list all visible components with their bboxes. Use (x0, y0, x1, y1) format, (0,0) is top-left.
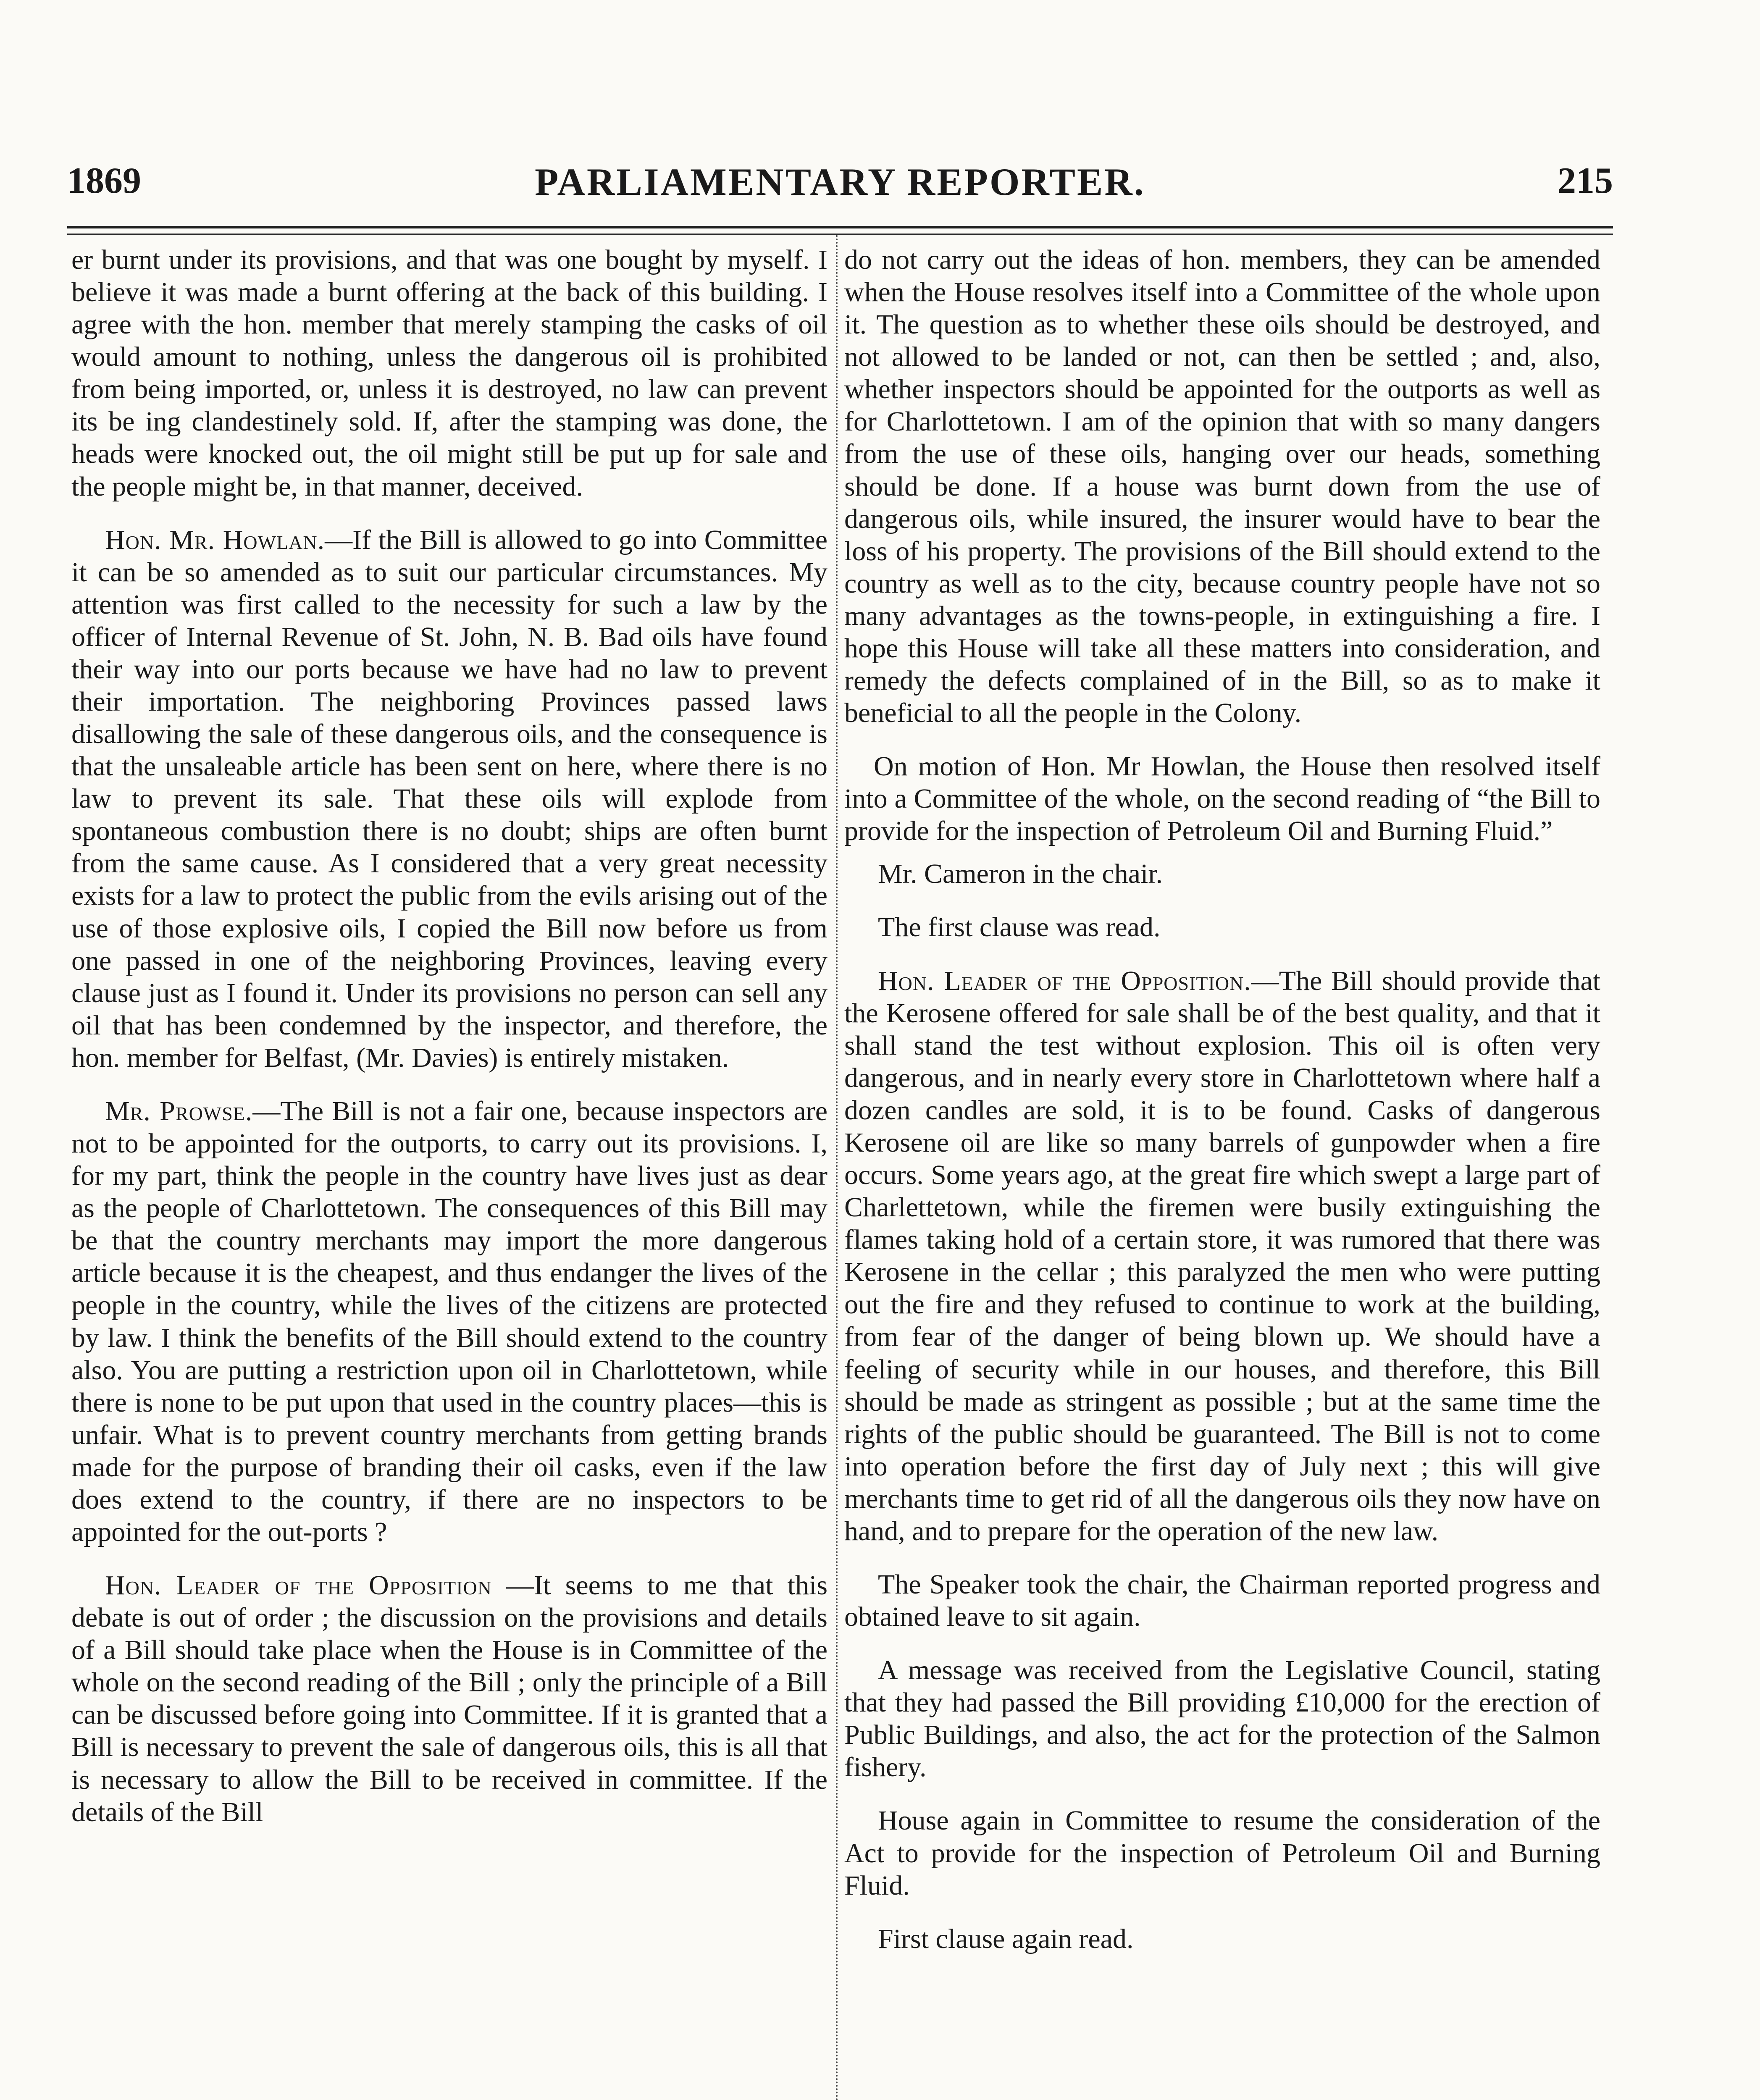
paragraph (844, 858, 1600, 890)
speech-paragraph (71, 524, 827, 1074)
paragraph-text: A message was received from the Legislative Council, stating that they had passed the Bill providing £10,000 for the erection of Public Buildings, and also, the act for the protection of the Salmon fishery. (844, 1655, 1600, 1783)
left-column (71, 244, 827, 1849)
speaker-name: Mr. Prowse. (105, 1095, 253, 1126)
speaker-name: Hon. Leader of the Opposition. (878, 965, 1251, 996)
header-page-number: 215 (1558, 160, 1613, 201)
paragraph (71, 244, 827, 503)
paragraph (844, 750, 1600, 847)
paragraph-text: On motion of Hon. Mr Howlan, the House then resolved itself into a Committee of the whole, on the second reading of “the Bill to provide for the inspection of Petroleum Oil and Burning Fluid.” (844, 751, 1600, 847)
column-divider (836, 235, 838, 2100)
paragraph-text: First clause again read. (878, 1923, 1134, 1954)
speech-paragraph (71, 1569, 827, 1828)
speaker-name: Hon. Leader of the Opposition (105, 1570, 492, 1601)
header-year: 1869 (67, 160, 141, 201)
paragraph (844, 1923, 1600, 1955)
speech-paragraph (844, 965, 1600, 1547)
page-header (67, 160, 1613, 223)
paragraph-text: er burnt under its provisions, and that was one bought by myself. I believe it was made a burnt offering at the back of this building. I agree with the hon. member that merely stamping the casks of oil would amount to nothing, unless the dangerous oil is prohibited from being imported, or, unless it is destroyed, no law can prevent its be ing clandestinely sold. If, after the stamping was done, the heads were knocked out, the oil might still be put up for sale and the people might be, in that manner, deceived. (71, 244, 827, 502)
paragraph (844, 244, 1600, 729)
paragraph (844, 1568, 1600, 1633)
header-rule-thick (67, 226, 1613, 228)
speaker-name: Hon. Mr. Howlan. (105, 524, 325, 555)
speech-text: —The Bill should provide that the Kerosene offered for sale shall be of the best quality, and that it shall stand the test without explosion. This oil is often very dangerous, and in nearly every store in Charlottetown where half a dozen candles are sold, it is to be found. Casks of dangerous Kerosene oil are like so many barrels of gunpowder when a fire occurs. Some years ago, at the great fire which swept a large part of Charlettetown, while the firemen were busily extinguishing the flames taking hold of a certain store, it was rumored that there was Kerosene in the cellar ; this paralyzed the men who were putting out the fire and they refused to continue to work at the building, from fear of the danger of being blown up. We should have a feeling of security while in our houses, and therefore, this Bill should be made as stringent as possible ; but at the same time the rights of the public should be guaranteed. The Bill is not to come into operation before the first day of July next ; this will give merchants time to get rid of all the dangerous oils they now have on hand, and to prepare for the operation of the new law. (844, 965, 1600, 1546)
speech-text: —It seems to me that this debate is out of order ; the discussion on the provisions and details of a Bill should take place when the House is in Committee of the whole on the second reading of the Bill ; only the principle of a Bill can be discussed before going into Committee. If it is granted that a Bill is necessary to prevent the sale of dangerous oils, this is all that is necessary to allow the Bill to be received in committee. If the details of the Bill (71, 1570, 828, 1827)
right-column (844, 244, 1600, 1976)
paragraph-text: House again in Committee to resume the consideration of the Act to provide for the inspection of Petroleum Oil and Burning Fluid. (844, 1805, 1600, 1901)
paragraph (844, 911, 1600, 943)
speech-paragraph (71, 1095, 827, 1548)
paragraph (844, 1804, 1600, 1901)
header-title: PARLIAMENTARY REPORTER. (535, 160, 1145, 203)
paragraph-text: do not carry out the ideas of hon. members, they can be amended when the House resolves itself into a Committee of the whole upon it. The question as to whether these oils should be destroyed, and not allowed to be landed or not, can then be settled ; and, also, whether inspectors should be appointed for the outports as well as for Charlottetown. I am of the opinion that with so many dangers from the use of these oils, hanging over our heads, something should be done. If a house was burnt down from the use of dangerous oils, while insured, the insurer would have to bear the loss of his property. The provisions of the Bill should extend to the country as well as to the city, because country people have not so many advantages as the towns-people, in extinguishing a fire. I hope this House will take all these matters into consideration, and remedy the defects complained of in the Bill, so as to make it beneficial to all the people in the Colony. (844, 244, 1600, 729)
paragraph-text: Mr. Cameron in the chair. (878, 858, 1163, 890)
header-rule-thin (67, 234, 1613, 235)
paragraph-text: The Speaker took the chair, the Chairman reported progress and obtained leave to sit again. (844, 1569, 1600, 1633)
paragraph-text: The first clause was read. (878, 912, 1161, 943)
speech-text: —The Bill is not a fair one, because inspectors are not to be appointed for the outports, to carry out its provisions. I, for my part, think the people in the country have lives just as dear as the people of Charlottetown. The consequences of this Bill may be that the country merchants may import the more dangerous article because it is the cheapest, and thus endanger the lives of the people in the country, while the lives of the citizens are protected by law. I think the benefits of the Bill should extend to the country also. You are putting a restriction upon oil in Charlottetown, while there is none to be put upon that used in the country places—this is unfair. What is to prevent country merchants from getting brands made for the purpose of branding their oil casks, even if the law does extend to the country, if there are no inspectors to be appointed for the out-ports ? (71, 1095, 828, 1547)
speech-text: —If the Bill is allowed to go into Committee it can be so amended as to suit our particular circumstances. My attention was first called to the necessity for such a law by the officer of Internal Revenue of St. John, N. B. Bad oils have found their way into our ports because we have had no law to prevent their importation. The neighboring Provinces passed laws disallowing the sale of these dangerous oils, and the consequence is that the unsaleable article has been sent on here, where there is no law to prevent its sale. That these oils will explode from spontaneous combustion there is no doubt; ships are often burnt from the same cause. As I considered that a very great necessity exists for a law to protect the public from the evils arising out of the use of those explosive oils, I copied the Bill now before us from one passed in one of the neighboring Provinces, leaving every clause just as I found it. Under its provisions no person can sell any oil that has been condemned by the inspector, and therefore, the hon. member for Belfast, (Mr. Davies) is entirely mistaken. (71, 524, 827, 1073)
paragraph (844, 1654, 1600, 1783)
